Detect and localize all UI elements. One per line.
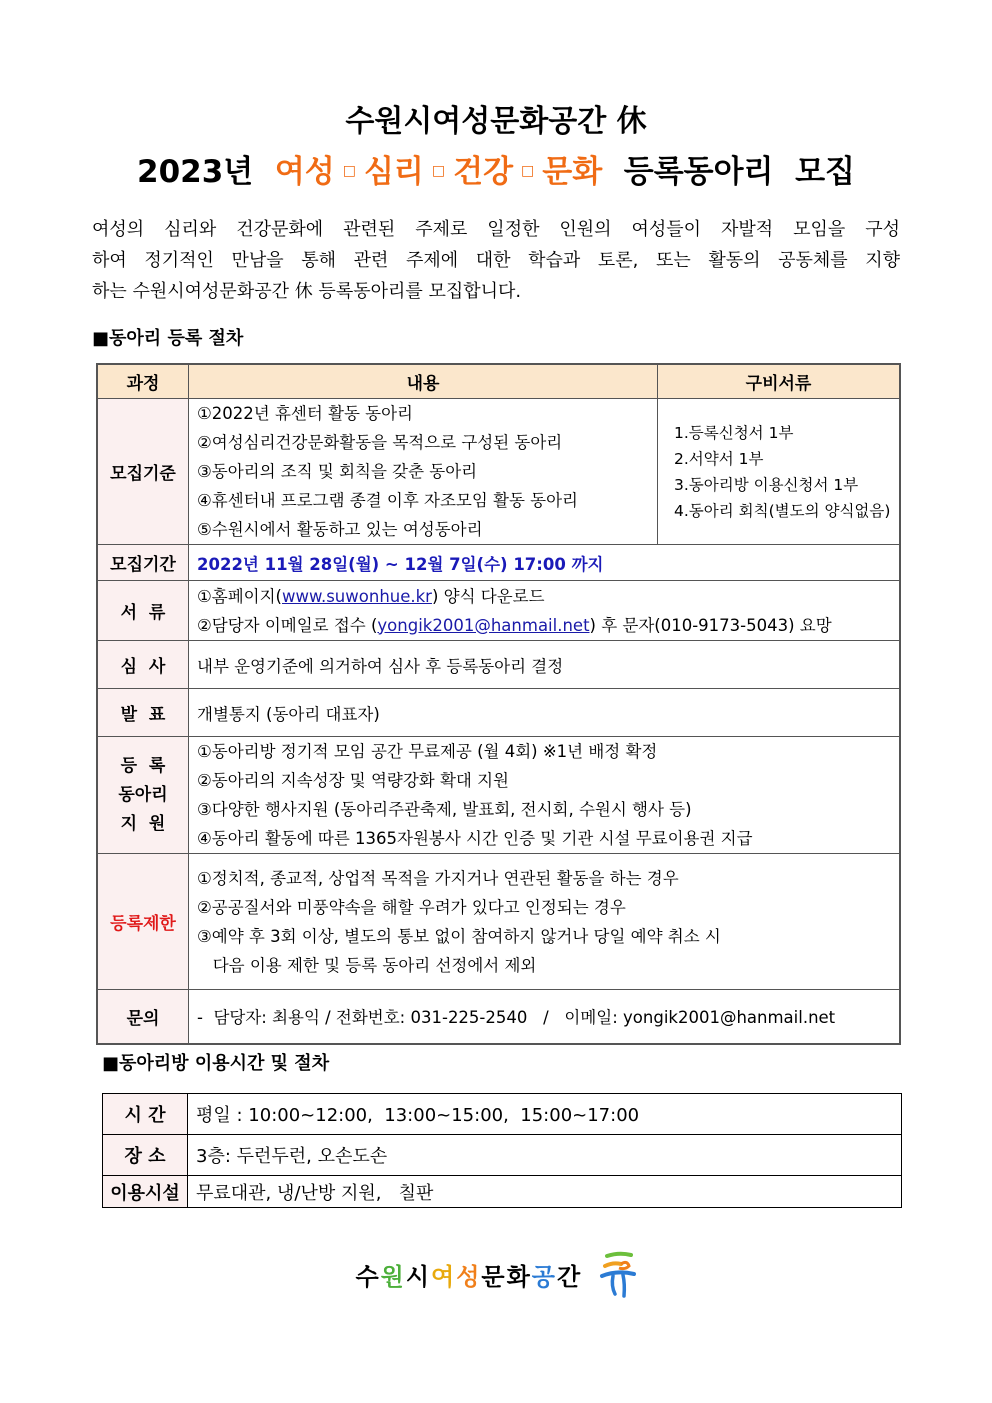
- intro-line: 하여 정기적인 만남을 통해 관련 주제에 대한 학습과 토론, 또는 활동의 공동체를 지향: [92, 250, 900, 271]
- criteria-list: [189, 399, 658, 545]
- logo-char: 시: [405, 1263, 432, 1291]
- footer-logo: [0, 1254, 992, 1302]
- location-value: 3층: 두런두런, 오손도손: [188, 1135, 902, 1176]
- list-item: 1.등록신청서 1부: [674, 423, 794, 442]
- row-label: 등록제한: [97, 854, 189, 990]
- list-item: ③예약 후 3회 이상, 별도의 통보 없이 참여하지 않거나 당일 예약 취소 시: [197, 926, 721, 946]
- row-label: 발 표: [97, 689, 189, 737]
- facilities-value: 무료대관, 냉/난방 지원, 칠판: [188, 1176, 902, 1208]
- list-item: ②동아리의 지속성장 및 역량강화 확대 지원: [197, 771, 509, 790]
- list-item: 3.동아리방 이용신청서 1부: [674, 475, 859, 494]
- text: ①홈페이지(: [197, 586, 282, 606]
- separator-icon: □: [342, 162, 356, 179]
- text: ) 양식 다운로드: [431, 586, 545, 606]
- docs-line-1: [197, 582, 891, 611]
- row-label: 모집기준: [97, 399, 189, 545]
- table-row-docs: [97, 581, 900, 641]
- table-row-facilities: [103, 1176, 902, 1208]
- logo-char: 여: [431, 1263, 457, 1291]
- hue-logo-icon: [599, 1250, 637, 1298]
- logo-char: 원: [380, 1263, 406, 1291]
- table-row-criteria: [97, 399, 900, 545]
- table-row-announce: [97, 689, 900, 737]
- logo-char: 공: [531, 1263, 557, 1291]
- email-link[interactable]: yongik2001@hanmail.net: [377, 615, 590, 635]
- row-label: 이용시설: [103, 1176, 188, 1208]
- room-usage-table: [102, 1093, 902, 1208]
- period-value: 2022년 11월 28일(월) ~ 12월 7일(수) 17:00 까지: [189, 545, 901, 581]
- intro-line: 하는 수원시여성문화공간 休 등록동아리를 모집합니다.: [92, 281, 522, 302]
- list-item: 2.서약서 1부: [674, 449, 764, 468]
- intro-line: 여성의 심리와 건강문화에 관련된 주제로 일정한 인원의 여성들이 자발적 모임을 구성: [92, 219, 900, 240]
- row-label: 서 류: [97, 581, 189, 641]
- logo-char: 간: [556, 1263, 583, 1291]
- separator-icon: □: [521, 162, 535, 179]
- list-item: ①2022년 휴센터 활동 동아리: [197, 404, 413, 423]
- list-item: ③동아리의 조직 및 회칙을 갖춘 동아리: [197, 462, 478, 481]
- list-item: 다음 이용 제한 및 등록 동아리 선정에서 제외: [197, 955, 537, 975]
- time-value: 평일 : 10:00~12:00, 13:00~15:00, 15:00~17:00: [188, 1094, 902, 1135]
- title-line-2: [0, 146, 992, 191]
- homepage-link[interactable]: www.suwonhue.kr: [282, 586, 432, 606]
- section-title: 동아리방 이용시간 및 절차: [119, 1053, 330, 1074]
- table-row-contact: [97, 990, 900, 1044]
- keyword-psychology: 심리: [363, 154, 424, 190]
- row-label: [97, 737, 189, 854]
- label-line: 지 원: [120, 813, 166, 834]
- section-heading-registration: [92, 324, 243, 350]
- list-item: ④휴센터내 프로그램 종결 이후 자조모임 활동 동아리: [197, 491, 578, 510]
- section-title: 동아리 등록 절차: [109, 328, 244, 349]
- row-label: 시 간: [103, 1094, 188, 1135]
- registration-table: [96, 363, 901, 1045]
- table-row-restriction: [97, 854, 900, 990]
- text: ) 후 문자(010-9173-5043) 요망: [589, 615, 832, 635]
- table-row-review: [97, 641, 900, 689]
- list-item: 4.동아리 회칙(별도의 양식없음): [674, 501, 891, 520]
- row-label: 장 소: [103, 1135, 188, 1176]
- title-line-1: 수원시여성문화공간 休: [345, 104, 647, 139]
- square-bullet-icon: ■: [102, 1053, 120, 1074]
- header-process: 과정: [97, 364, 189, 399]
- header-content: 내용: [189, 364, 658, 399]
- table-row-period: [97, 545, 900, 581]
- row-label: 문의: [97, 990, 189, 1044]
- contact-value: - 담당자: 최용익 / 전화번호: 031-225-2540 / 이메일: yongik2001@hanmail.net: [189, 990, 901, 1044]
- support-list: [189, 737, 901, 854]
- header-documents: 구비서류: [658, 364, 901, 399]
- docs-content: [189, 581, 901, 641]
- restriction-list: [189, 854, 901, 990]
- text: ②담당자 이메일로 접수 (: [197, 615, 378, 635]
- title-year: 2023년: [137, 154, 254, 190]
- section-heading-room-usage: [102, 1049, 329, 1075]
- required-documents: [658, 399, 901, 545]
- keyword-culture: 문화: [542, 154, 603, 190]
- label-line: 동아리: [118, 784, 168, 805]
- list-item: ①동아리방 정기적 모임 공간 무료제공 (월 4회) ※1년 배정 확정: [197, 742, 658, 761]
- keyword-women: 여성: [274, 154, 335, 190]
- list-item: ⑤수원시에서 활동하고 있는 여성동아리: [197, 520, 483, 539]
- label-line: 등 록: [120, 755, 166, 776]
- title-suffix: 등록동아리 모집: [623, 154, 855, 190]
- list-item: ②공공질서와 미풍약속을 해할 우려가 있다고 인정되는 경우: [197, 897, 626, 917]
- row-label: 모집기간: [97, 545, 189, 581]
- logo-char: 화: [506, 1263, 532, 1291]
- announce-value: 개별통지 (동아리 대표자): [189, 689, 901, 737]
- review-value: 내부 운영기준에 의거하여 심사 후 등록동아리 결정: [189, 641, 901, 689]
- docs-line-2: [197, 611, 891, 640]
- logo-char: 문: [481, 1263, 507, 1291]
- table-row-support: [97, 737, 900, 854]
- separator-icon: □: [431, 162, 446, 179]
- list-item: ④동아리 활동에 따른 1365자원봉사 시간 인증 및 기관 시설 무료이용권 지급: [197, 829, 753, 848]
- logo-char: 성: [456, 1263, 482, 1291]
- table-row-time: [103, 1094, 902, 1135]
- table-row-location: [103, 1135, 902, 1176]
- list-item: ①정치적, 종교적, 상업적 목적을 가지거나 연관된 활동을 하는 경우: [197, 868, 679, 888]
- list-item: ③다양한 행사지원 (동아리주관축제, 발표회, 전시회, 수원시 행사 등): [197, 800, 692, 819]
- row-label: 심 사: [97, 641, 189, 689]
- table-header-row: [97, 364, 900, 399]
- logo-char: 수: [355, 1263, 381, 1291]
- intro-paragraph: [92, 214, 900, 307]
- keyword-health: 건강: [453, 154, 514, 190]
- square-bullet-icon: ■: [92, 328, 110, 349]
- list-item: ②여성심리건강문화활동을 목적으로 구성된 동아리: [197, 433, 563, 452]
